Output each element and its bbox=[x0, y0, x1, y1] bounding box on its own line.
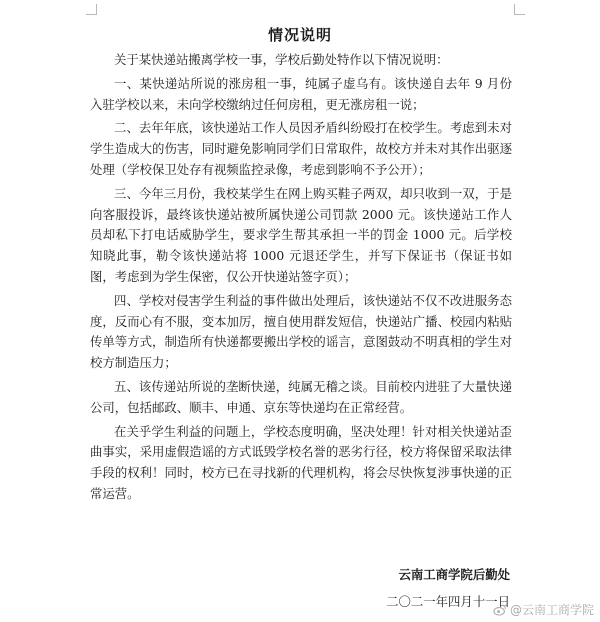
conclusion-paragraph: 在关乎学生利益的问题上，学校态度明确，坚决处理！针对相关快递站歪曲事实，采用虚假造谣的方式诋毁学校名誉的恶劣行径，校方将保留采取法律手段的权利！同时，校方已在寻找新的代理机构，将会尽快恢复涉事快递的正常运营。 bbox=[90, 423, 512, 501]
point-2-paragraph: 二、去年年底，该快递站工作人员因矛盾纠纷殴打在校学生。考虑到未对学生造成大的伤害，同时避免影响同学们日常取件，故校方并未对其作出驱逐处理（学校保卫处存有视频监控录像，考虑到影响不予公开）； bbox=[90, 120, 512, 177]
point-4-paragraph: 四、学校对侵害学生利益的事件做出处理后，该快递站不仅不改进服务态度，反而心有不服，变本加厉，擅自使用群发短信，快递站广播、校园内粘贴传单等方式，制造所有快递都要搬出学校的谣言，意图鼓动不明真相的学生对校方制造压力； bbox=[90, 292, 512, 371]
page-corner-mark bbox=[514, 4, 525, 15]
signature-date: 二〇二一年四月十一日 bbox=[386, 594, 510, 609]
point-1-paragraph: 一、某快递站所说的涨房租一事，纯属子虚乌有。该快递自去年 9 月份入驻学校以来，未向学校缴纳过任何房租，更无涨房租一说； bbox=[90, 75, 512, 112]
weibo-icon bbox=[493, 603, 507, 617]
point-3-paragraph: 三、今年三月份，我校某学生在网上购买鞋子两双，却只收到一双，于是向客服投诉，最终该快递站被所属快递公司罚款 2000 元。该快递站工作人员却私下打电话威胁学生，要求学生帮其承担一半的罚金 1000 元。后学校知晓此事，勒令该快递站将 1000 元退还学生，并写下保证书（保证书如图，考虑到为学生保密，仅公开快递站签字页）； bbox=[90, 185, 512, 284]
watermark-text: @云南工商学院 bbox=[509, 603, 594, 617]
intro-paragraph: 关于某快递站搬离学校一事，学校后勤处特作以下情况说明： bbox=[114, 52, 449, 67]
document-body bbox=[90, 50, 512, 505]
document-title: 情况说明 bbox=[267, 26, 332, 44]
weibo-watermark bbox=[493, 601, 594, 618]
page-corner-mark bbox=[86, 4, 97, 15]
point-5-paragraph: 五、该传递站所说的垄断快递，纯属无稽之谈。目前校内进驻了大量快递公司，包括邮政、顺丰、申通、京东等快递均在正常经营。 bbox=[90, 378, 512, 415]
signature-organization: 云南工商学院后勤处 bbox=[398, 567, 510, 582]
